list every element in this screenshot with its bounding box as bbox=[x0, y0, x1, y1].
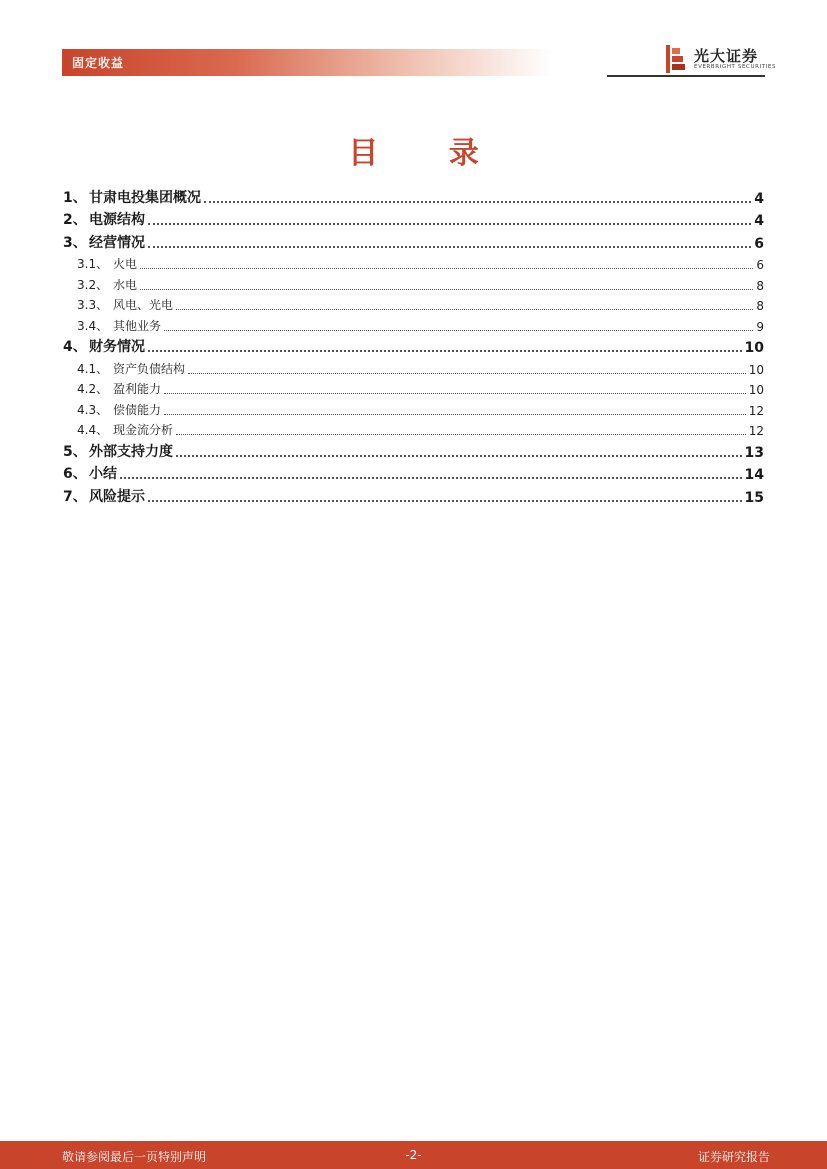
toc-entry-page: 14 bbox=[744, 467, 764, 483]
toc-dot-leader bbox=[188, 373, 746, 374]
toc-entry[interactable] bbox=[63, 272, 764, 293]
toc-entry-number: 2、 bbox=[63, 212, 87, 228]
toc-entry-title: 风险提示 bbox=[89, 488, 145, 505]
toc-entry[interactable] bbox=[63, 418, 764, 439]
section-label: 固定收益 bbox=[72, 56, 125, 70]
toc-title: 目 录 bbox=[348, 136, 509, 171]
toc-entry-page: 6 bbox=[754, 235, 764, 252]
toc-entry-page: 10 bbox=[748, 362, 764, 377]
toc-entry-page: 8 bbox=[756, 278, 764, 293]
toc-entry-title: 经营情况 bbox=[89, 234, 145, 251]
toc-entry-title: 资产负债结构 bbox=[113, 361, 186, 376]
toc-entry[interactable] bbox=[63, 184, 764, 207]
toc-entry-number: 4.3、 bbox=[77, 402, 109, 417]
toc-entry-title: 盈利能力 bbox=[113, 382, 162, 396]
toc-entry-number: 6、 bbox=[63, 466, 87, 482]
footer-report-type: 证券研究报告 bbox=[697, 1150, 770, 1164]
toc-dot-leader bbox=[148, 350, 742, 352]
toc-dot-leader bbox=[140, 289, 753, 290]
toc-entry-page: 6 bbox=[756, 258, 764, 272]
toc-entry-page: 8 bbox=[756, 299, 764, 313]
brand-name-en: EVERBRIGHT SECURITIES bbox=[694, 64, 777, 70]
toc-dot-leader bbox=[204, 201, 751, 203]
toc-entry[interactable] bbox=[63, 313, 764, 334]
toc-entry-page: 13 bbox=[744, 444, 764, 461]
toc-dot-leader bbox=[176, 309, 753, 310]
toc-entry-title: 水电 bbox=[113, 277, 138, 292]
toc-entry-page: 10 bbox=[744, 340, 764, 356]
toc-entry-title: 其他业务 bbox=[113, 318, 162, 333]
toc-entry[interactable] bbox=[63, 438, 764, 461]
toc-entry-title: 财务情况 bbox=[89, 339, 145, 355]
toc-entry-number: 3.3、 bbox=[77, 298, 109, 312]
brand-logo-icon bbox=[663, 44, 687, 74]
toc-dot-leader bbox=[148, 246, 751, 248]
toc-entry[interactable] bbox=[63, 229, 764, 252]
toc-entry-page: 4 bbox=[754, 213, 764, 229]
toc-entry[interactable] bbox=[63, 461, 764, 484]
toc-dot-leader bbox=[176, 455, 742, 457]
toc-entry-page: 4 bbox=[754, 190, 764, 207]
toc-entry-number: 4.2、 bbox=[77, 382, 109, 396]
header-divider bbox=[607, 75, 765, 77]
toc-entry[interactable] bbox=[63, 334, 764, 357]
toc-entry-number: 3.2、 bbox=[77, 277, 109, 292]
toc-dot-leader bbox=[148, 500, 742, 502]
toc-entry[interactable] bbox=[63, 397, 764, 418]
toc-dot-leader bbox=[164, 414, 746, 415]
toc-entry-title: 电源结构 bbox=[89, 212, 145, 228]
toc-entry-title: 外部支持力度 bbox=[89, 443, 173, 460]
toc-entry-number: 7、 bbox=[63, 488, 87, 505]
toc-entry-page: 12 bbox=[748, 424, 764, 438]
toc-entry[interactable] bbox=[63, 483, 764, 506]
toc-entry-title: 风电、光电 bbox=[113, 298, 174, 312]
footer-disclaimer: 敬请参阅最后一页特别声明 bbox=[62, 1150, 207, 1164]
footer-bar bbox=[0, 1141, 827, 1169]
toc-entry-number: 4.1、 bbox=[77, 361, 109, 376]
toc-entry[interactable] bbox=[63, 207, 764, 230]
toc-dot-leader bbox=[176, 434, 746, 435]
toc-dot-leader bbox=[140, 268, 753, 269]
toc-dot-leader bbox=[120, 477, 742, 479]
table-of-contents bbox=[63, 184, 764, 506]
toc-entry-title: 甘肃电投集团概况 bbox=[89, 189, 201, 206]
toc-entry-number: 3、 bbox=[63, 234, 87, 251]
toc-entry-number: 3.1、 bbox=[77, 257, 109, 271]
toc-entry-number: 4、 bbox=[63, 339, 87, 355]
brand-logo bbox=[663, 44, 777, 74]
toc-entry-page: 12 bbox=[748, 403, 764, 418]
toc-entry-title: 偿债能力 bbox=[113, 402, 162, 417]
toc-dot-leader bbox=[148, 223, 751, 225]
toc-entry-page: 15 bbox=[744, 489, 764, 506]
header-banner bbox=[62, 49, 552, 76]
toc-entry-page: 9 bbox=[756, 319, 764, 334]
toc-entry-number: 3.4、 bbox=[77, 318, 109, 333]
toc-entry-number: 4.4、 bbox=[77, 423, 109, 437]
toc-entry-title: 火电 bbox=[113, 257, 138, 271]
toc-entry-title: 现金流分析 bbox=[113, 423, 174, 437]
toc-entry[interactable] bbox=[63, 252, 764, 273]
brand-name-cn: 光大证券 bbox=[694, 47, 759, 65]
toc-entry-number: 1、 bbox=[63, 189, 87, 206]
toc-entry[interactable] bbox=[63, 356, 764, 377]
toc-entry-title: 小结 bbox=[89, 466, 117, 482]
toc-entry[interactable] bbox=[63, 377, 764, 398]
toc-dot-leader bbox=[164, 330, 753, 331]
page-number: -2- bbox=[405, 1148, 422, 1162]
toc-entry-number: 5、 bbox=[63, 443, 87, 460]
toc-entry[interactable] bbox=[63, 293, 764, 314]
toc-entry-page: 10 bbox=[748, 383, 764, 397]
toc-dot-leader bbox=[164, 393, 746, 394]
